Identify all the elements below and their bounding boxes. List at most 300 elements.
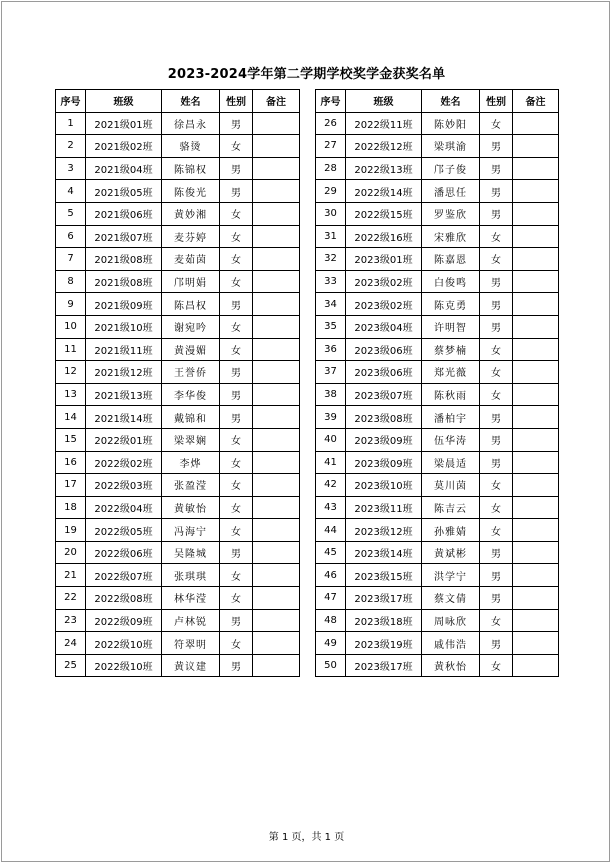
cell-no: 2 — [56, 135, 86, 158]
cell-name: 李华俊 — [162, 383, 220, 406]
table-row — [56, 564, 300, 587]
table-row — [56, 157, 300, 180]
cell-name: 陈妙阳 — [422, 112, 480, 135]
cell-no: 34 — [316, 293, 346, 316]
cell-note — [253, 654, 300, 677]
cell-sex: 男 — [480, 632, 513, 655]
cell-class: 2023级12班 — [346, 519, 422, 542]
cell-no: 18 — [56, 496, 86, 519]
cell-name: 吴隆城 — [162, 541, 220, 564]
cell-name: 陈锦权 — [162, 157, 220, 180]
cell-no: 41 — [316, 451, 346, 474]
cell-name: 许明智 — [422, 315, 480, 338]
cell-name: 冯海宁 — [162, 519, 220, 542]
cell-no: 8 — [56, 270, 86, 293]
cell-no: 22 — [56, 587, 86, 610]
table-row — [316, 135, 559, 158]
cell-sex: 男 — [480, 135, 513, 158]
cell-sex: 男 — [220, 541, 253, 564]
cell-no: 10 — [56, 315, 86, 338]
cell-note — [253, 451, 300, 474]
table-row — [56, 270, 300, 293]
cell-name: 伍华涛 — [422, 428, 480, 451]
table-row — [56, 202, 300, 225]
cell-name: 黄妙湘 — [162, 202, 220, 225]
table-row — [316, 609, 559, 632]
cell-class: 2021级08班 — [86, 248, 162, 271]
cell-name: 张盈滢 — [162, 474, 220, 497]
header-sex: 性别 — [220, 90, 253, 113]
cell-no: 39 — [316, 406, 346, 429]
cell-class: 2023级11班 — [346, 496, 422, 519]
cell-note — [513, 541, 559, 564]
cell-sex: 女 — [480, 225, 513, 248]
cell-class: 2022级14班 — [346, 180, 422, 203]
document-title: 2023-2024学年第二学期学校奖学金获奖名单 — [167, 67, 446, 82]
cell-sex: 女 — [480, 474, 513, 497]
cell-note — [253, 541, 300, 564]
cell-name: 梁琪渝 — [422, 135, 480, 158]
header-note: 备注 — [513, 90, 559, 113]
cell-name: 陈俊光 — [162, 180, 220, 203]
cell-no: 24 — [56, 632, 86, 655]
cell-class: 2022级01班 — [86, 428, 162, 451]
cell-sex: 男 — [480, 270, 513, 293]
cell-note — [253, 383, 300, 406]
cell-note — [253, 157, 300, 180]
cell-sex: 男 — [480, 428, 513, 451]
cell-no: 9 — [56, 293, 86, 316]
cell-class: 2022级10班 — [86, 654, 162, 677]
table-row — [56, 135, 300, 158]
cell-sex: 男 — [480, 406, 513, 429]
cell-note — [513, 428, 559, 451]
cell-class: 2022级13班 — [346, 157, 422, 180]
cell-note — [513, 112, 559, 135]
cell-no: 27 — [316, 135, 346, 158]
cell-class: 2023级04班 — [346, 315, 422, 338]
cell-no: 50 — [316, 654, 346, 677]
cell-sex: 男 — [220, 383, 253, 406]
cell-sex: 女 — [220, 587, 253, 610]
cell-name: 黄秋怡 — [422, 654, 480, 677]
table-row — [56, 293, 300, 316]
cell-note — [253, 225, 300, 248]
cell-class: 2023级01班 — [346, 248, 422, 271]
cell-no: 26 — [316, 112, 346, 135]
table-row — [56, 496, 300, 519]
cell-class: 2022级02班 — [86, 451, 162, 474]
cell-no: 47 — [316, 587, 346, 610]
cell-no: 7 — [56, 248, 86, 271]
cell-name: 麦芬婷 — [162, 225, 220, 248]
cell-note — [513, 451, 559, 474]
cell-class: 2022级06班 — [86, 541, 162, 564]
cell-sex: 女 — [480, 338, 513, 361]
cell-class: 2022级12班 — [346, 135, 422, 158]
cell-class: 2022级08班 — [86, 587, 162, 610]
cell-class: 2022级16班 — [346, 225, 422, 248]
cell-sex: 男 — [480, 157, 513, 180]
cell-no: 31 — [316, 225, 346, 248]
cell-class: 2021级05班 — [86, 180, 162, 203]
cell-class: 2023级15班 — [346, 564, 422, 587]
cell-sex: 男 — [220, 406, 253, 429]
table-row — [56, 519, 300, 542]
cell-note — [513, 361, 559, 384]
cell-note — [253, 496, 300, 519]
cell-no: 17 — [56, 474, 86, 497]
cell-no: 43 — [316, 496, 346, 519]
cell-name: 陈吉云 — [422, 496, 480, 519]
cell-name: 谢宛吟 — [162, 315, 220, 338]
cell-note — [253, 361, 300, 384]
cell-name: 孙雅婧 — [422, 519, 480, 542]
cell-sex: 女 — [220, 474, 253, 497]
cell-sex: 男 — [480, 451, 513, 474]
table-row — [316, 112, 559, 135]
cell-sex: 男 — [480, 315, 513, 338]
cell-name: 麦茹茵 — [162, 248, 220, 271]
cell-sex: 男 — [220, 609, 253, 632]
table-row — [316, 587, 559, 610]
cell-name: 戚伟浩 — [422, 632, 480, 655]
cell-sex: 男 — [480, 541, 513, 564]
table-row — [56, 180, 300, 203]
cell-class: 2023级06班 — [346, 338, 422, 361]
cell-note — [513, 383, 559, 406]
cell-class: 2021级04班 — [86, 157, 162, 180]
table-row — [316, 474, 559, 497]
cell-note — [253, 587, 300, 610]
table-header-row — [316, 90, 559, 113]
cell-sex: 男 — [480, 180, 513, 203]
cell-class: 2023级02班 — [346, 270, 422, 293]
cell-class: 2022级04班 — [86, 496, 162, 519]
cell-class: 2023级06班 — [346, 361, 422, 384]
cell-no: 42 — [316, 474, 346, 497]
cell-sex: 男 — [480, 202, 513, 225]
table-row — [316, 270, 559, 293]
cell-no: 35 — [316, 315, 346, 338]
cell-class: 2022级15班 — [346, 202, 422, 225]
cell-note — [513, 202, 559, 225]
cell-name: 潘柏宇 — [422, 406, 480, 429]
cell-no: 28 — [316, 157, 346, 180]
table-row — [56, 609, 300, 632]
cell-name: 黄敏怡 — [162, 496, 220, 519]
cell-sex: 女 — [220, 202, 253, 225]
cell-name: 潘思任 — [422, 180, 480, 203]
award-table-right — [315, 89, 559, 677]
cell-sex: 女 — [480, 609, 513, 632]
cell-class: 2022级05班 — [86, 519, 162, 542]
cell-sex: 女 — [220, 315, 253, 338]
cell-note — [513, 135, 559, 158]
cell-name: 陈秋雨 — [422, 383, 480, 406]
table-row — [316, 564, 559, 587]
cell-sex: 女 — [220, 248, 253, 271]
cell-class: 2023级02班 — [346, 293, 422, 316]
cell-note — [513, 632, 559, 655]
cell-no: 15 — [56, 428, 86, 451]
cell-note — [513, 519, 559, 542]
cell-name: 黄议建 — [162, 654, 220, 677]
cell-no: 25 — [56, 654, 86, 677]
table-row — [56, 338, 300, 361]
cell-sex: 男 — [220, 654, 253, 677]
cell-class: 2022级11班 — [346, 112, 422, 135]
table-row — [56, 451, 300, 474]
cell-name: 周咏欣 — [422, 609, 480, 632]
header-name: 姓名 — [162, 90, 220, 113]
cell-class: 2023级19班 — [346, 632, 422, 655]
cell-name: 符翠明 — [162, 632, 220, 655]
cell-note — [513, 225, 559, 248]
table-row — [316, 225, 559, 248]
cell-sex: 女 — [220, 135, 253, 158]
cell-sex: 女 — [220, 338, 253, 361]
cell-name: 李烨 — [162, 451, 220, 474]
table-row — [56, 632, 300, 655]
cell-note — [253, 564, 300, 587]
cell-class: 2021级09班 — [86, 293, 162, 316]
table-row — [316, 541, 559, 564]
cell-name: 洪学宁 — [422, 564, 480, 587]
cell-note — [253, 609, 300, 632]
cell-note — [513, 293, 559, 316]
table-row — [56, 315, 300, 338]
cell-class: 2021级06班 — [86, 202, 162, 225]
cell-name: 罗鉴欣 — [422, 202, 480, 225]
cell-sex: 女 — [220, 632, 253, 655]
cell-note — [513, 564, 559, 587]
cell-name: 蔡梦楠 — [422, 338, 480, 361]
cell-name: 邝明娟 — [162, 270, 220, 293]
cell-class: 2021级02班 — [86, 135, 162, 158]
cell-name: 郑光薇 — [422, 361, 480, 384]
cell-name: 邝子俊 — [422, 157, 480, 180]
table-row — [56, 112, 300, 135]
cell-note — [253, 180, 300, 203]
cell-no: 14 — [56, 406, 86, 429]
cell-note — [513, 654, 559, 677]
cell-sex: 女 — [220, 519, 253, 542]
cell-name: 宋雅欣 — [422, 225, 480, 248]
cell-note — [513, 474, 559, 497]
cell-no: 48 — [316, 609, 346, 632]
cell-note — [513, 338, 559, 361]
cell-no: 23 — [56, 609, 86, 632]
cell-no: 30 — [316, 202, 346, 225]
cell-class: 2021级13班 — [86, 383, 162, 406]
header-note: 备注 — [253, 90, 300, 113]
cell-sex: 男 — [220, 293, 253, 316]
cell-note — [253, 112, 300, 135]
cell-note — [253, 135, 300, 158]
cell-name: 徐昌永 — [162, 112, 220, 135]
header-no: 序号 — [316, 90, 346, 113]
cell-sex: 女 — [480, 496, 513, 519]
table-row — [56, 225, 300, 248]
table-row — [316, 248, 559, 271]
cell-sex: 男 — [220, 361, 253, 384]
table-row — [56, 654, 300, 677]
cell-class: 2023级14班 — [346, 541, 422, 564]
cell-note — [253, 315, 300, 338]
cell-no: 33 — [316, 270, 346, 293]
cell-no: 16 — [56, 451, 86, 474]
cell-name: 莫川茵 — [422, 474, 480, 497]
cell-sex: 女 — [220, 270, 253, 293]
cell-sex: 男 — [480, 293, 513, 316]
cell-no: 4 — [56, 180, 86, 203]
cell-class: 2021级08班 — [86, 270, 162, 293]
cell-note — [513, 180, 559, 203]
cell-name: 黄漫媚 — [162, 338, 220, 361]
table-row — [56, 428, 300, 451]
cell-sex: 女 — [220, 428, 253, 451]
cell-class: 2021级12班 — [86, 361, 162, 384]
cell-note — [253, 519, 300, 542]
cell-class: 2021级11班 — [86, 338, 162, 361]
cell-note — [253, 632, 300, 655]
cell-class: 2021级14班 — [86, 406, 162, 429]
cell-note — [253, 202, 300, 225]
cell-class: 2022级10班 — [86, 632, 162, 655]
cell-sex: 男 — [220, 157, 253, 180]
cell-note — [253, 293, 300, 316]
cell-note — [513, 157, 559, 180]
table-row — [316, 428, 559, 451]
cell-class: 2021级10班 — [86, 315, 162, 338]
cell-sex: 男 — [220, 180, 253, 203]
cell-class: 2023级10班 — [346, 474, 422, 497]
cell-class: 2021级07班 — [86, 225, 162, 248]
cell-name: 林华滢 — [162, 587, 220, 610]
cell-class: 2023级09班 — [346, 428, 422, 451]
table-row — [316, 293, 559, 316]
cell-class: 2023级07班 — [346, 383, 422, 406]
table-row — [316, 406, 559, 429]
cell-sex: 男 — [480, 587, 513, 610]
table-row — [56, 541, 300, 564]
table-row — [316, 496, 559, 519]
header-no: 序号 — [56, 90, 86, 113]
cell-class: 2022级09班 — [86, 609, 162, 632]
cell-sex: 男 — [220, 112, 253, 135]
cell-sex: 女 — [480, 361, 513, 384]
cell-no: 12 — [56, 361, 86, 384]
cell-class: 2023级18班 — [346, 609, 422, 632]
cell-no: 19 — [56, 519, 86, 542]
cell-note — [513, 270, 559, 293]
cell-sex: 女 — [480, 112, 513, 135]
table-row — [56, 474, 300, 497]
cell-no: 44 — [316, 519, 346, 542]
cell-name: 陈嘉恩 — [422, 248, 480, 271]
cell-name: 王誉侨 — [162, 361, 220, 384]
header-sex: 性别 — [480, 90, 513, 113]
table-row — [56, 587, 300, 610]
table-header-row — [56, 90, 300, 113]
cell-name: 梁晨适 — [422, 451, 480, 474]
cell-no: 29 — [316, 180, 346, 203]
cell-class: 2023级09班 — [346, 451, 422, 474]
cell-note — [513, 248, 559, 271]
cell-no: 32 — [316, 248, 346, 271]
table-row — [56, 361, 300, 384]
cell-no: 46 — [316, 564, 346, 587]
header-class: 班级 — [86, 90, 162, 113]
cell-name: 黄斌彬 — [422, 541, 480, 564]
cell-note — [253, 338, 300, 361]
cell-class: 2022级07班 — [86, 564, 162, 587]
cell-class: 2023级17班 — [346, 587, 422, 610]
cell-note — [253, 406, 300, 429]
cell-class: 2022级03班 — [86, 474, 162, 497]
cell-note — [253, 474, 300, 497]
cell-class: 2023级17班 — [346, 654, 422, 677]
cell-no: 38 — [316, 383, 346, 406]
table-row — [316, 361, 559, 384]
table-row — [316, 157, 559, 180]
table-row — [56, 248, 300, 271]
table-row — [316, 202, 559, 225]
table-row — [316, 632, 559, 655]
cell-no: 13 — [56, 383, 86, 406]
cell-note — [513, 496, 559, 519]
cell-class: 2021级01班 — [86, 112, 162, 135]
cell-name: 梁翠娴 — [162, 428, 220, 451]
cell-no: 3 — [56, 157, 86, 180]
cell-no: 45 — [316, 541, 346, 564]
cell-note — [513, 587, 559, 610]
cell-no: 36 — [316, 338, 346, 361]
cell-name: 蔡文倩 — [422, 587, 480, 610]
cell-no: 49 — [316, 632, 346, 655]
cell-name: 骆烫 — [162, 135, 220, 158]
cell-note — [253, 270, 300, 293]
cell-note — [513, 609, 559, 632]
cell-name: 陈昌权 — [162, 293, 220, 316]
cell-name: 白俊鸣 — [422, 270, 480, 293]
table-row — [316, 451, 559, 474]
cell-sex: 女 — [480, 654, 513, 677]
cell-sex: 女 — [480, 519, 513, 542]
header-name: 姓名 — [422, 90, 480, 113]
cell-name: 陈克勇 — [422, 293, 480, 316]
cell-sex: 女 — [480, 248, 513, 271]
cell-class: 2023级08班 — [346, 406, 422, 429]
award-table-left — [55, 89, 300, 677]
cell-sex: 女 — [220, 451, 253, 474]
cell-no: 11 — [56, 338, 86, 361]
page-footer: 第 1 页，共 1 页 — [268, 832, 345, 843]
table-row — [56, 383, 300, 406]
cell-no: 1 — [56, 112, 86, 135]
cell-name: 戴锦和 — [162, 406, 220, 429]
cell-no: 40 — [316, 428, 346, 451]
cell-name: 卢林锐 — [162, 609, 220, 632]
cell-sex: 女 — [220, 225, 253, 248]
cell-name: 张琪琪 — [162, 564, 220, 587]
table-row — [316, 654, 559, 677]
cell-no: 6 — [56, 225, 86, 248]
cell-no: 21 — [56, 564, 86, 587]
table-row — [316, 519, 559, 542]
header-class: 班级 — [346, 90, 422, 113]
